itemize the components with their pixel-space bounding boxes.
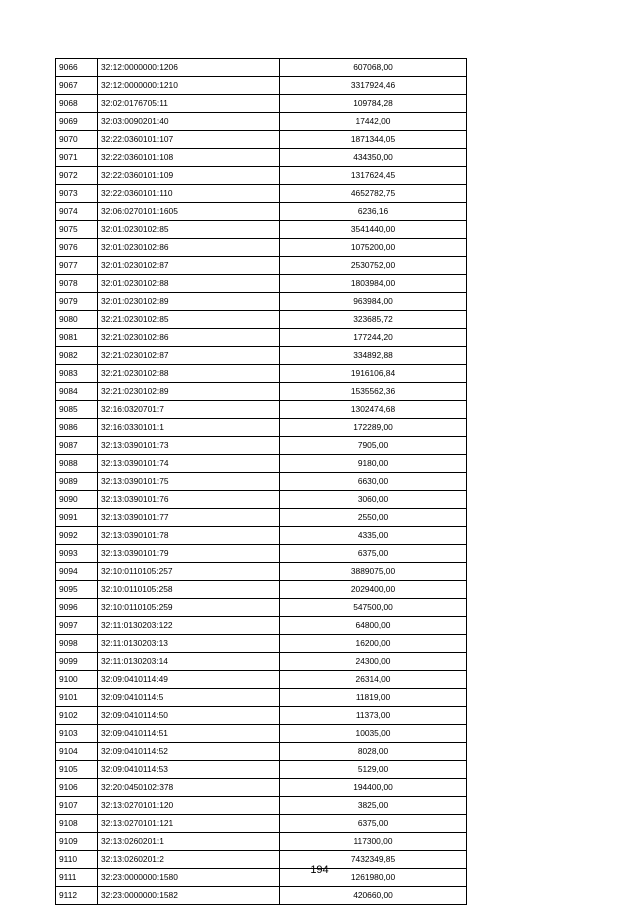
- table-row: [56, 365, 467, 383]
- row-number: 9080: [56, 311, 98, 329]
- cadastral-value: 963984,00: [280, 293, 467, 311]
- cadastral-value: 11373,00: [280, 707, 467, 725]
- cadastral-number: 32:21:0230102:86: [98, 329, 280, 347]
- row-number: 9066: [56, 59, 98, 77]
- table-row: [56, 293, 467, 311]
- cadastral-value: 16200,00: [280, 635, 467, 653]
- row-number: 9108: [56, 815, 98, 833]
- row-number: 9081: [56, 329, 98, 347]
- cadastral-value: 3889075,00: [280, 563, 467, 581]
- row-number: 9078: [56, 275, 98, 293]
- table-row: [56, 779, 467, 797]
- table-row: [56, 491, 467, 509]
- cadastral-value: 24300,00: [280, 653, 467, 671]
- cadastral-value: 109784,28: [280, 95, 467, 113]
- cadastral-number: 32:12:0000000:1206: [98, 59, 280, 77]
- cadastral-value: 3825,00: [280, 797, 467, 815]
- row-number: 9107: [56, 797, 98, 815]
- cadastral-number: 32:13:0390101:76: [98, 491, 280, 509]
- table-row: [56, 383, 467, 401]
- cadastral-number: 32:13:0390101:79: [98, 545, 280, 563]
- cadastral-value: 8028,00: [280, 743, 467, 761]
- cadastral-number: 32:22:0360101:107: [98, 131, 280, 149]
- cadastral-number: 32:01:0230102:85: [98, 221, 280, 239]
- cadastral-number: 32:01:0230102:87: [98, 257, 280, 275]
- cadastral-number: 32:22:0360101:108: [98, 149, 280, 167]
- table-row: [56, 671, 467, 689]
- cadastral-number: 32:01:0230102:86: [98, 239, 280, 257]
- cadastral-number: 32:12:0000000:1210: [98, 77, 280, 95]
- cadastral-number: 32:13:0260201:2: [98, 851, 280, 869]
- cadastral-number: 32:03:0090201:40: [98, 113, 280, 131]
- row-number: 9071: [56, 149, 98, 167]
- row-number: 9109: [56, 833, 98, 851]
- table-row: [56, 167, 467, 185]
- row-number: 9097: [56, 617, 98, 635]
- cadastral-number: 32:13:0390101:73: [98, 437, 280, 455]
- table-row: [56, 437, 467, 455]
- row-number: 9099: [56, 653, 98, 671]
- cadastral-number: 32:09:0410114:49: [98, 671, 280, 689]
- row-number: 9094: [56, 563, 98, 581]
- cadastral-value: 17442,00: [280, 113, 467, 131]
- cadastral-number: 32:01:0230102:89: [98, 293, 280, 311]
- row-number: 9104: [56, 743, 98, 761]
- cadastral-number: 32:10:0110105:258: [98, 581, 280, 599]
- cadastral-number: 32:01:0230102:88: [98, 275, 280, 293]
- row-number: 9098: [56, 635, 98, 653]
- cadastral-number: 32:13:0390101:74: [98, 455, 280, 473]
- cadastral-number: 32:13:0390101:78: [98, 527, 280, 545]
- cadastral-value: 434350,00: [280, 149, 467, 167]
- table-row: [56, 707, 467, 725]
- cadastral-value: 172289,00: [280, 419, 467, 437]
- table-row: [56, 509, 467, 527]
- row-number: 9086: [56, 419, 98, 437]
- cadastral-number: 32:22:0360101:109: [98, 167, 280, 185]
- table-row: [56, 203, 467, 221]
- table-row: [56, 131, 467, 149]
- table-row: [56, 329, 467, 347]
- cadastral-value: 6375,00: [280, 815, 467, 833]
- cadastral-value: 1302474,68: [280, 401, 467, 419]
- table-row: [56, 653, 467, 671]
- table-row: [56, 185, 467, 203]
- row-number: 9111: [56, 869, 98, 887]
- cadastral-value: 26314,00: [280, 671, 467, 689]
- cadastral-value: 1261980,00: [280, 869, 467, 887]
- row-number: 9070: [56, 131, 98, 149]
- cadastral-value: 607068,00: [280, 59, 467, 77]
- table-row: [56, 275, 467, 293]
- cadastral-value: 2029400,00: [280, 581, 467, 599]
- cadastral-number: 32:22:0360101:110: [98, 185, 280, 203]
- cadastral-value: 1916106,84: [280, 365, 467, 383]
- table-row: [56, 113, 467, 131]
- table-row: [56, 221, 467, 239]
- cadastral-value: 1871344,05: [280, 131, 467, 149]
- row-number: 9069: [56, 113, 98, 131]
- cadastral-number: 32:06:0270101:1605: [98, 203, 280, 221]
- cadastral-value: 2530752,00: [280, 257, 467, 275]
- cadastral-value: 6375,00: [280, 545, 467, 563]
- table-row: [56, 77, 467, 95]
- row-number: 9112: [56, 887, 98, 905]
- cadastral-number: 32:09:0410114:53: [98, 761, 280, 779]
- cadastral-value-table: [55, 58, 467, 905]
- row-number: 9106: [56, 779, 98, 797]
- table-row: [56, 797, 467, 815]
- cadastral-value: 1803984,00: [280, 275, 467, 293]
- cadastral-value: 6236,16: [280, 203, 467, 221]
- row-number: 9073: [56, 185, 98, 203]
- row-number: 9110: [56, 851, 98, 869]
- row-number: 9088: [56, 455, 98, 473]
- cadastral-value: 4335,00: [280, 527, 467, 545]
- table-row: [56, 725, 467, 743]
- cadastral-number: 32:10:0110105:259: [98, 599, 280, 617]
- table-row: [56, 347, 467, 365]
- row-number: 9091: [56, 509, 98, 527]
- cadastral-value: 4652782,75: [280, 185, 467, 203]
- row-number: 9068: [56, 95, 98, 113]
- table-row: [56, 617, 467, 635]
- row-number: 9075: [56, 221, 98, 239]
- row-number: 9090: [56, 491, 98, 509]
- row-number: 9077: [56, 257, 98, 275]
- row-number: 9101: [56, 689, 98, 707]
- cadastral-number: 32:23:0000000:1580: [98, 869, 280, 887]
- cadastral-number: 32:13:0270101:120: [98, 797, 280, 815]
- table-row: [56, 599, 467, 617]
- row-number: 9082: [56, 347, 98, 365]
- table-row: [56, 149, 467, 167]
- cadastral-value: 3317924,46: [280, 77, 467, 95]
- cadastral-value: 3541440,00: [280, 221, 467, 239]
- cadastral-value: 5129,00: [280, 761, 467, 779]
- table-row: [56, 473, 467, 491]
- cadastral-number: 32:09:0410114:51: [98, 725, 280, 743]
- cadastral-number: 32:13:0270101:121: [98, 815, 280, 833]
- row-number: 9096: [56, 599, 98, 617]
- row-number: 9100: [56, 671, 98, 689]
- row-number: 9067: [56, 77, 98, 95]
- row-number: 9089: [56, 473, 98, 491]
- cadastral-value: 194400,00: [280, 779, 467, 797]
- table-row: [56, 455, 467, 473]
- table-row: [56, 527, 467, 545]
- cadastral-number: 32:21:0230102:87: [98, 347, 280, 365]
- row-number: 9092: [56, 527, 98, 545]
- cadastral-value: 420660,00: [280, 887, 467, 905]
- cadastral-number: 32:23:0000000:1582: [98, 887, 280, 905]
- cadastral-number: 32:21:0230102:85: [98, 311, 280, 329]
- cadastral-value: 334892,88: [280, 347, 467, 365]
- cadastral-value: 547500,00: [280, 599, 467, 617]
- table-row: [56, 743, 467, 761]
- page-number: 194: [310, 864, 329, 876]
- row-number: 9093: [56, 545, 98, 563]
- table-row: [56, 887, 467, 905]
- row-number: 9095: [56, 581, 98, 599]
- row-number: 9085: [56, 401, 98, 419]
- cadastral-value: 7432349,85: [280, 851, 467, 869]
- cadastral-number: 32:16:0330101:1: [98, 419, 280, 437]
- cadastral-number: 32:02:0176705:11: [98, 95, 280, 113]
- cadastral-number: 32:09:0410114:50: [98, 707, 280, 725]
- table-row: [56, 401, 467, 419]
- row-number: 9102: [56, 707, 98, 725]
- cadastral-value: 9180,00: [280, 455, 467, 473]
- table-row: [56, 545, 467, 563]
- cadastral-number: 32:21:0230102:88: [98, 365, 280, 383]
- cadastral-number: 32:13:0390101:77: [98, 509, 280, 527]
- table-row: [56, 239, 467, 257]
- cadastral-value: 7905,00: [280, 437, 467, 455]
- cadastral-number: 32:13:0260201:1: [98, 833, 280, 851]
- cadastral-value: 323685,72: [280, 311, 467, 329]
- row-number: 9105: [56, 761, 98, 779]
- cadastral-value: 11819,00: [280, 689, 467, 707]
- row-number: 9079: [56, 293, 98, 311]
- cadastral-number: 32:21:0230102:89: [98, 383, 280, 401]
- cadastral-value: 1075200,00: [280, 239, 467, 257]
- cadastral-value: 10035,00: [280, 725, 467, 743]
- table-row: [56, 95, 467, 113]
- row-number: 9072: [56, 167, 98, 185]
- row-number: 9076: [56, 239, 98, 257]
- row-number: 9084: [56, 383, 98, 401]
- table-row: [56, 59, 467, 77]
- cadastral-value: 3060,00: [280, 491, 467, 509]
- table-row: [56, 311, 467, 329]
- table-row: [56, 833, 467, 851]
- cadastral-number: 32:16:0320701:7: [98, 401, 280, 419]
- table-row: [56, 581, 467, 599]
- cadastral-number: 32:10:0110105:257: [98, 563, 280, 581]
- cadastral-number: 32:11:0130203:122: [98, 617, 280, 635]
- cadastral-value: 117300,00: [280, 833, 467, 851]
- table-row: [56, 761, 467, 779]
- row-number: 9087: [56, 437, 98, 455]
- cadastral-value: 64800,00: [280, 617, 467, 635]
- cadastral-number: 32:11:0130203:13: [98, 635, 280, 653]
- cadastral-value: 2550,00: [280, 509, 467, 527]
- cadastral-value: 1535562,36: [280, 383, 467, 401]
- row-number: 9074: [56, 203, 98, 221]
- table-row: [56, 689, 467, 707]
- cadastral-value: 1317624,45: [280, 167, 467, 185]
- cadastral-number: 32:11:0130203:14: [98, 653, 280, 671]
- row-number: 9103: [56, 725, 98, 743]
- table-row: [56, 635, 467, 653]
- table-row: [56, 419, 467, 437]
- row-number: 9083: [56, 365, 98, 383]
- cadastral-value: 6630,00: [280, 473, 467, 491]
- table-row: [56, 257, 467, 275]
- cadastral-number: 32:09:0410114:5: [98, 689, 280, 707]
- table-row: [56, 815, 467, 833]
- table-row: [56, 563, 467, 581]
- table-body: [56, 59, 467, 905]
- cadastral-value: 177244,20: [280, 329, 467, 347]
- cadastral-number: 32:09:0410114:52: [98, 743, 280, 761]
- cadastral-number: 32:20:0450102:378: [98, 779, 280, 797]
- cadastral-number: 32:13:0390101:75: [98, 473, 280, 491]
